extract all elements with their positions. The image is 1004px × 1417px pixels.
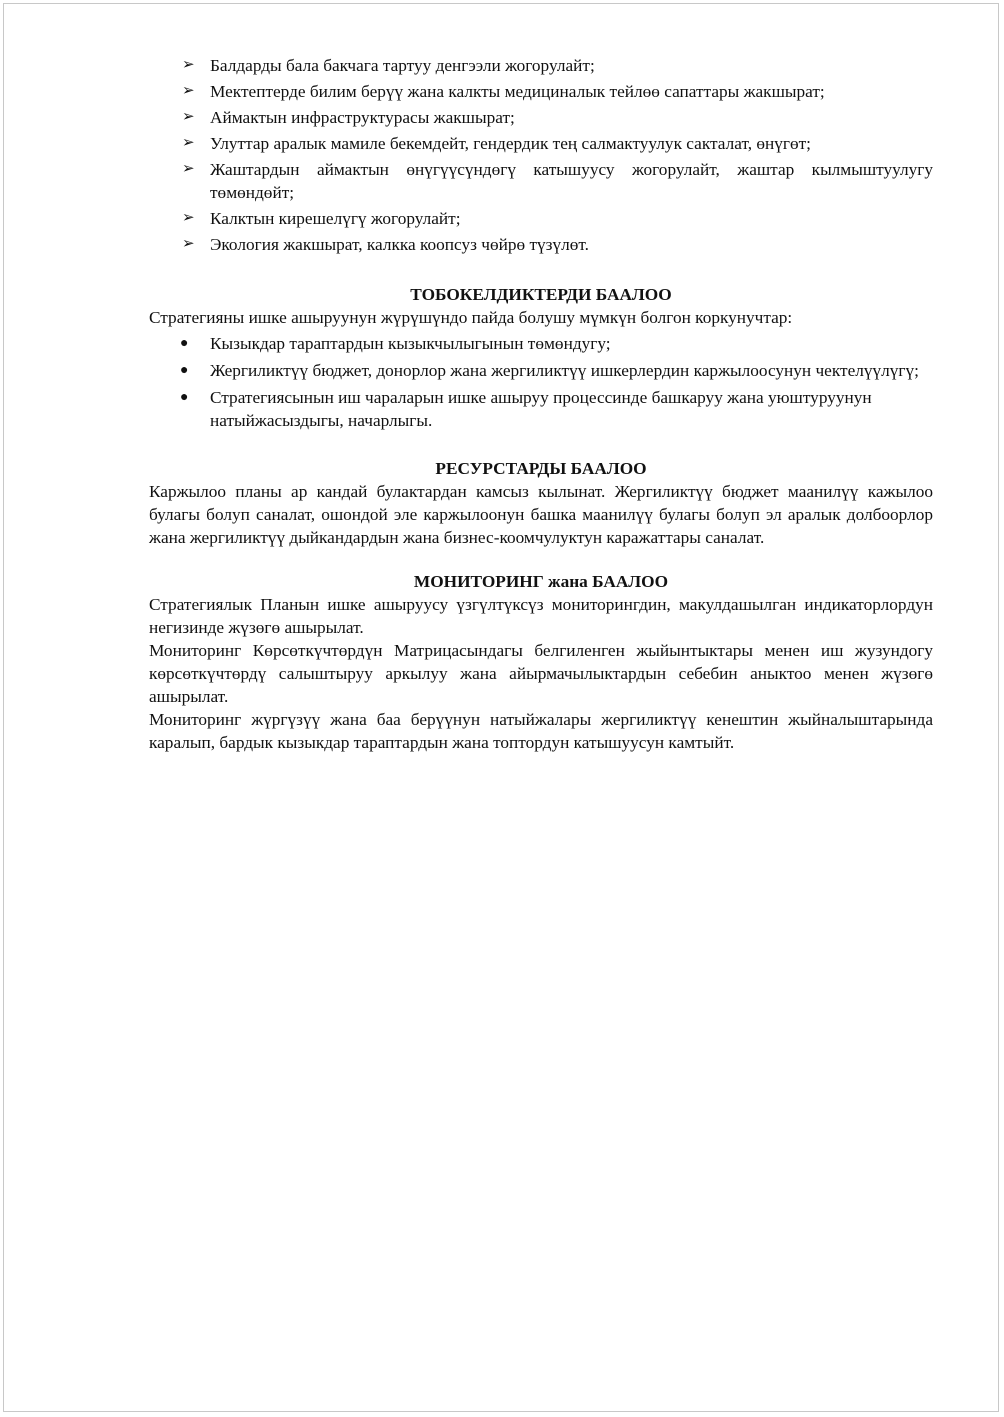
resources-text: Каржылоо планы ар кандай булактардан камсыз кылынат. Жергиликтүү бюджет маанилүү кажылоо булагы болуп саналат, ошондой эле каржылоонун башка маанилүү булагы болуп эл аралык долбоорлор жана жергиликтүү дыйкандардын жана бизнес-коомчулуктун каражаттары саналат. [149,482,933,547]
monitoring-paragraph-3: Мониторинг жүргүзүү жана баа берүүнун натыйжалары жергиликтүү кенештин жыйналыштарында каралып, бардык кызыкдар тараптардын жана топтордун катышуусун камтыйт. [149,710,933,752]
list-item: ➢ Мектептерде билим берүү жана калкты медициналык тейлөө сапаттары жакшырат; [182,82,825,101]
dot-bullet-icon: ● [180,363,189,378]
document-content [149,54,933,754]
risks-intro: Стратегияны ишке ашыруунун жүрүшүндо пайда болушу мүмкүн болгон коркунучтар: [149,308,793,327]
list-item: ➢ Улуттар аралык мамиле бекемдейт, гендердик тең салмактуулук сакталат, өнүгөт; [182,134,811,153]
dot-bullet-icon: ● [180,336,189,351]
list-item: ● Кызыкдар тараптардын кызыкчылыгынын төмөндугу; [180,334,611,353]
resources-heading: РЕСУРСТАРДЫ БААЛОО [435,459,647,478]
list-item: ➢ Калктын кирешелүгү жогорулайт; [182,209,461,228]
risks-list [149,332,933,432]
monitoring-heading: МОНИТОРИНГ жана БААЛОО [413,572,669,591]
arrow-bullet-icon: ➢ [182,83,195,99]
list-item: ➢ Аймактын инфраструктурасы жакшырат; [182,108,515,127]
risks-heading: ТОБОКЕЛДИКТЕРДИ БААЛОО [410,285,672,304]
monitoring-paragraph-2: Мониторинг Көрсөткүчтөрдүн Матрицасындагы белгиленген жыйынтыктары менен иш жузундогу көрсөткүчтөрдү салыштыруу аркылуу жана айырмачылыктардын себебин аныктоо менен жүзөгө ашырылат. [149,641,933,706]
arrow-bullet-icon: ➢ [182,210,195,226]
arrow-bullet-icon: ➢ [182,109,195,125]
list-item: ● Жергиликтүү бюджет, донорлор жана жергиликтүү ишкерлердин каржылоосунун чектелүүлүгү; [180,361,919,380]
dot-bullet-icon: ● [180,390,189,405]
monitoring-paragraph-1: Стратегиялык Планын ишке ашыруусу үзгүлтүксүз мониторингдин, макулдашылган индикаторлордун негизинде жүзөгө ашырылат. [149,595,933,637]
outcomes-list [149,54,933,256]
list-item: ➢ Экология жакшырат, калкка коопсуз чөйрө түзүлөт. [182,235,589,254]
list-item: ● Стратегиясынын иш чараларын ишке ашыруу процессинде башкаруу жана уюштуруунун натыйжасыздыгы, начарлыгы. [180,388,872,430]
list-item: ➢ Жаштардын аймактын өнүгүүсүндөгү катышуусу жогорулайт, жаштар кылмыштуулугу төмөндөйт; [182,160,933,202]
arrow-bullet-icon: ➢ [182,161,195,177]
arrow-bullet-icon: ➢ [182,236,195,252]
list-item: ➢ Балдарды бала бакчага тартуу денгээли жогорулайт; [182,56,595,75]
arrow-bullet-icon: ➢ [182,135,195,151]
arrow-bullet-icon: ➢ [182,57,195,73]
document-page [3,3,999,1412]
